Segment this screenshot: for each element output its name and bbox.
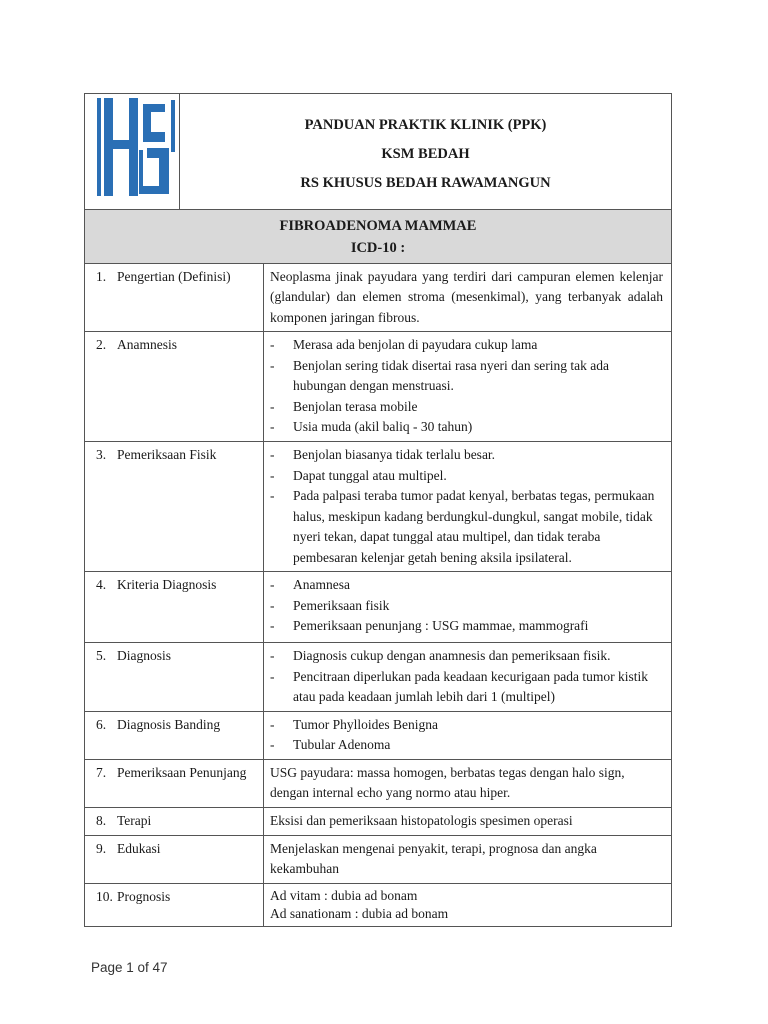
header-hospital: RS KHUSUS BEDAH RAWAMANGUN bbox=[300, 175, 551, 191]
list-item: - Pencitraan diperlukan pada keadaan kecurigaan pada tumor kistik atau pada keadaan jumlah lebih dari 1 (multipel) bbox=[270, 667, 663, 708]
row-label-cell bbox=[85, 263, 264, 332]
row-label: Prognosis bbox=[117, 888, 171, 904]
row-content: Neoplasma jinak payudara yang terdiri dari campuran elemen kelenjar (glandular) dan elemen stroma (mesenkimal), yang terbanyak adalah komponen jaringan fibrous. bbox=[264, 263, 672, 332]
topic-row bbox=[85, 209, 672, 263]
header-title: PANDUAN PRAKTIK KLINIK (PPK) bbox=[304, 117, 547, 133]
table-row bbox=[85, 807, 672, 835]
row-label: Pemeriksaan Penunjang bbox=[117, 764, 247, 780]
row-label: Diagnosis Banding bbox=[117, 716, 221, 732]
row-content: Menjelaskan mengenai penyakit, terapi, prognosa dan angka kekambuhan bbox=[264, 835, 672, 883]
ppk-document bbox=[84, 93, 672, 927]
table-row bbox=[85, 572, 672, 643]
page-number: Page 1 of 47 bbox=[91, 960, 168, 975]
table-row bbox=[85, 332, 672, 442]
row-content bbox=[264, 332, 672, 442]
list-item: - Merasa ada benjolan di payudara cukup lama bbox=[270, 335, 663, 356]
list-item: - Diagnosis cukup dengan anamnesis dan pemeriksaan fisik. bbox=[270, 646, 663, 667]
ppk-content-table bbox=[84, 263, 672, 927]
prognosis-line: Ad vitam : dubia ad bonam bbox=[270, 887, 418, 903]
list-item: - Benjolan sering tidak disertai rasa nyeri dan sering tak ada hubungan dengan menstruasi. bbox=[270, 356, 663, 397]
table-row bbox=[85, 883, 672, 926]
list-item: - Pemeriksaan penunjang : USG mammae, mammografi bbox=[270, 616, 663, 637]
row-label-cell bbox=[85, 883, 264, 926]
row-label: Anamnesis bbox=[117, 337, 177, 352]
row-number: 7. bbox=[96, 764, 107, 780]
table-row bbox=[85, 442, 672, 572]
list-item: - Usia muda (akil baliq - 30 tahun) bbox=[270, 417, 663, 438]
list-item: - Tumor Phylloides Benigna bbox=[270, 715, 663, 736]
row-content bbox=[264, 442, 672, 572]
list-item: - Benjolan biasanya tidak terlalu besar. bbox=[270, 445, 663, 466]
row-number: 8. bbox=[96, 812, 107, 828]
list-item: - Anamnesa bbox=[270, 575, 663, 596]
row-label-cell bbox=[85, 572, 264, 643]
list-item: - Dapat tunggal atau multipel. bbox=[270, 466, 663, 487]
prognosis-line: Ad sanationam : dubia ad bonam bbox=[270, 905, 449, 921]
row-number: 3. bbox=[96, 447, 107, 462]
list-item: - Tubular Adenoma bbox=[270, 735, 663, 756]
row-number: 1. bbox=[96, 268, 107, 284]
row-label: Pengertian (Definisi) bbox=[117, 268, 231, 284]
row-label: Pemeriksaan Fisik bbox=[117, 447, 217, 462]
table-row bbox=[85, 711, 672, 759]
row-label-cell bbox=[85, 711, 264, 759]
row-number: 6. bbox=[96, 716, 107, 732]
row-label-cell bbox=[85, 807, 264, 835]
header-title-cell bbox=[180, 94, 672, 210]
table-row bbox=[85, 759, 672, 807]
list-item: - Benjolan terasa mobile bbox=[270, 397, 663, 418]
topic-title: FIBROADENOMA MAMMAE bbox=[279, 217, 477, 234]
row-label: Terapi bbox=[117, 812, 152, 828]
list-item: - Pada palpasi teraba tumor padat kenyal, berbatas tegas, permukaan halus, meskipun kadang berdungkul-dungkul, sangat mobile, tidak nyeri tekan, dapat tunggal atau multipel, dan tidak teraba pembesaran kelenjar getah bening aksila ipsilateral. bbox=[270, 486, 663, 568]
row-number: 4. bbox=[96, 577, 107, 592]
row-label-cell bbox=[85, 442, 264, 572]
row-content: Eksisi dan pemeriksaan histopatologis spesimen operasi bbox=[264, 807, 672, 835]
row-content bbox=[264, 643, 672, 712]
topic-cell bbox=[85, 209, 672, 263]
row-content: USG payudara: massa homogen, berbatas tegas dengan halo sign, dengan internal echo yang normo atau hiper. bbox=[264, 759, 672, 807]
row-content bbox=[264, 572, 672, 643]
table-row bbox=[85, 643, 672, 712]
row-label: Edukasi bbox=[117, 840, 161, 856]
row-label: Kriteria Diagnosis bbox=[117, 577, 217, 592]
row-label-cell bbox=[85, 835, 264, 883]
list-item: - Pemeriksaan fisik bbox=[270, 596, 663, 617]
row-label-cell bbox=[85, 332, 264, 442]
header-department: KSM BEDAH bbox=[381, 146, 470, 162]
row-label: Diagnosis bbox=[117, 648, 171, 663]
hospital-logo-icon bbox=[85, 94, 180, 202]
row-number: 9. bbox=[96, 840, 107, 856]
row-label-cell bbox=[85, 643, 264, 712]
topic-icd: ICD-10 : bbox=[350, 239, 406, 256]
row-content bbox=[264, 883, 672, 926]
ppk-table bbox=[84, 93, 672, 264]
table-row bbox=[85, 263, 672, 332]
row-number: 2. bbox=[96, 337, 107, 352]
header-row bbox=[85, 94, 672, 210]
table-row bbox=[85, 835, 672, 883]
logo-cell bbox=[85, 94, 180, 210]
row-number: 5. bbox=[96, 648, 107, 663]
row-number: 10. bbox=[96, 888, 113, 904]
row-label-cell bbox=[85, 759, 264, 807]
row-content bbox=[264, 711, 672, 759]
